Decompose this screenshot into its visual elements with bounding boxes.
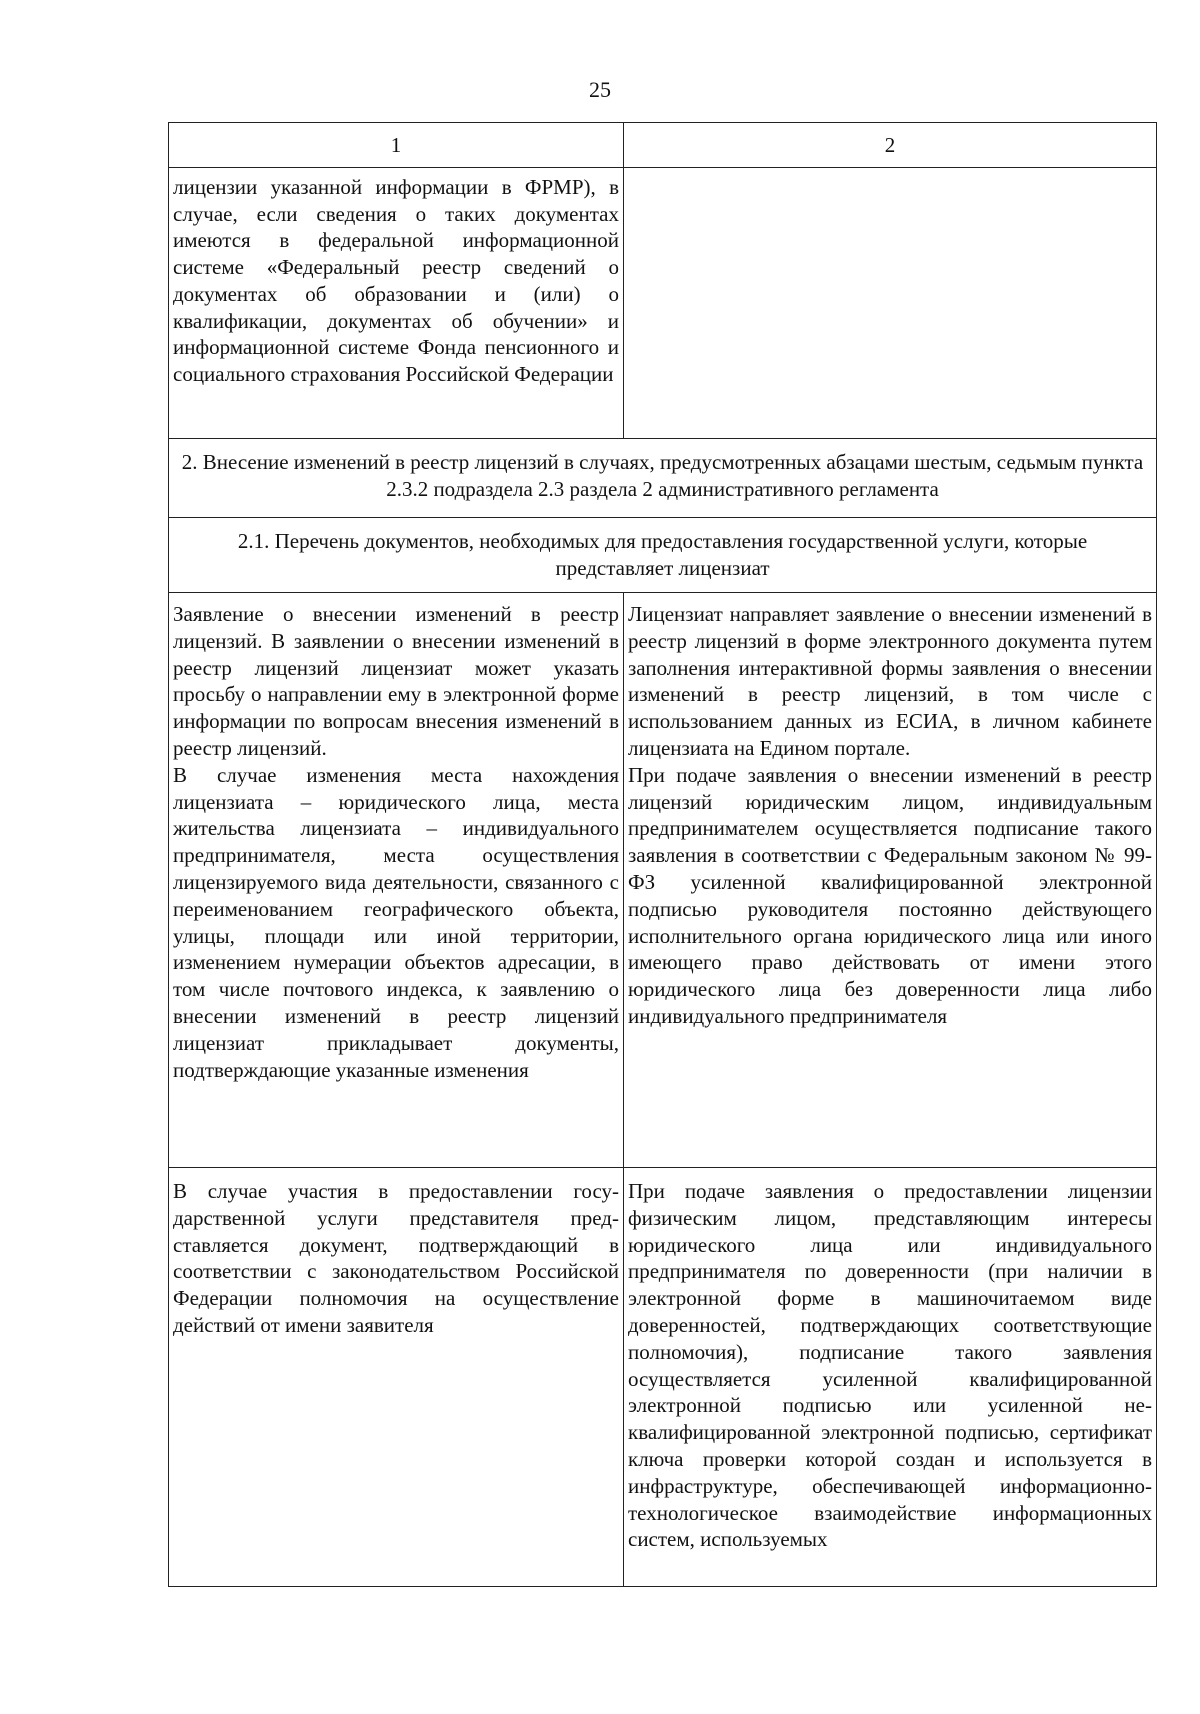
section-2-heading: 2. Внесение изменений в реестр лицензий в случаях, предусмотренных абзацами шестым, седьмым пункта 2.3.2 подраздела 2.3 раздела 2 административного регламента [169,439,1157,518]
cell-empty [624,168,1157,439]
cell-submission-method [624,593,1157,1168]
paragraph: Лицензиат направляет заявление о внесении изменений в реестр лицензий в форме электронного документа путем заполнения интерактивной формы заявления о внесении изменений в реестр лицензий, в том числе с использованием данных из ЕСИА, в личном кабинете лицензиата на Едином портале. [628,602,1152,760]
page-number: 25 [589,77,611,102]
table-row [169,1168,1157,1587]
table-row [169,593,1157,1168]
table-row [169,168,1157,439]
section-heading-row [169,439,1157,518]
column-number-row [169,123,1157,168]
regulation-table [168,122,1157,1587]
column-number-1: 1 [169,123,624,168]
paragraph: В случае изменения места нахождения лицензиата – юридического лица, места жительства лицензиата – индивидуального предпринимателя, места осуществления лицензируемого вида деятельности, связанного с переименованием географического объекта, улицы, площади или иной территории, изменением нумерации объектов адресации, в том числе почтового индекса, к заявлению о внесении изменений в реестр лицензий лицензиат прикладывает документы, подтверждающие указанные изменения [173,762,619,1082]
section-2-1-heading: 2.1. Перечень документов, необходимых для предоставления государственной услуги, которые представляет лицензиат [169,518,1157,593]
subsection-heading-row [169,518,1157,593]
cell-representative-signing: При подаче заявления о предоставлении лицензии физическим лицом, представляющим интересы юридического лица или индивидуального предпринимателя по доверенности (при наличии в электронной форме в машиночитаемом виде доверенностей, подтверждающих соответствующие полномочия), подписание такого заявления осуществляется усиленной квалифицированной электронной подписью или усиленной неквалифицированной электронной подписью, сертификат ключа проверки которой создан и используется в инфраструктуре, обеспечивающей информационно-технологическое взаимодействие информационных систем, используемых [624,1168,1157,1587]
cell-documents-frmr: лицензии указанной информации в ФРМР), в случае, если сведения о таких документах имеются в федеральной информационной системе «Федеральный реестр сведений о документах об образовании и (или) о квалификации, документах об обучении» и информационной системе Фонда пенсионного и социального страхования Российской Федерации [169,168,624,439]
paragraph: При подаче заявления о внесении изменений в реестр лицензий юридическим лицом, индивидуальным предпринимателем осуществляется подписание такого заявления в соответствии с Федеральным законом № 99-ФЗ усиленной квалифицированной электронной подписью руководителя постоянно действующего исполнительного органа юридического лица или иного имеющего право действовать от имени этого юридического лица без доверенности лица либо индивидуального предпринимателя [628,762,1152,1028]
cell-representative-document: В случае участия в предоставлении государственной услуги представителя представляется документ, подтверждающий в соответствии с законодательством Российской Федерации полномочия на осуществление действий от имени заявителя [169,1168,624,1587]
cell-application-document [169,593,624,1168]
paragraph: Заявление о внесении изменений в реестр лицензий. В заявлении о внесении изменений в реестр лицензий лицензиат может указать просьбу о направлении ему в электронной форме информации по вопросам внесения изменений в реестр лицензий. [173,602,619,760]
column-number-2: 2 [624,123,1157,168]
